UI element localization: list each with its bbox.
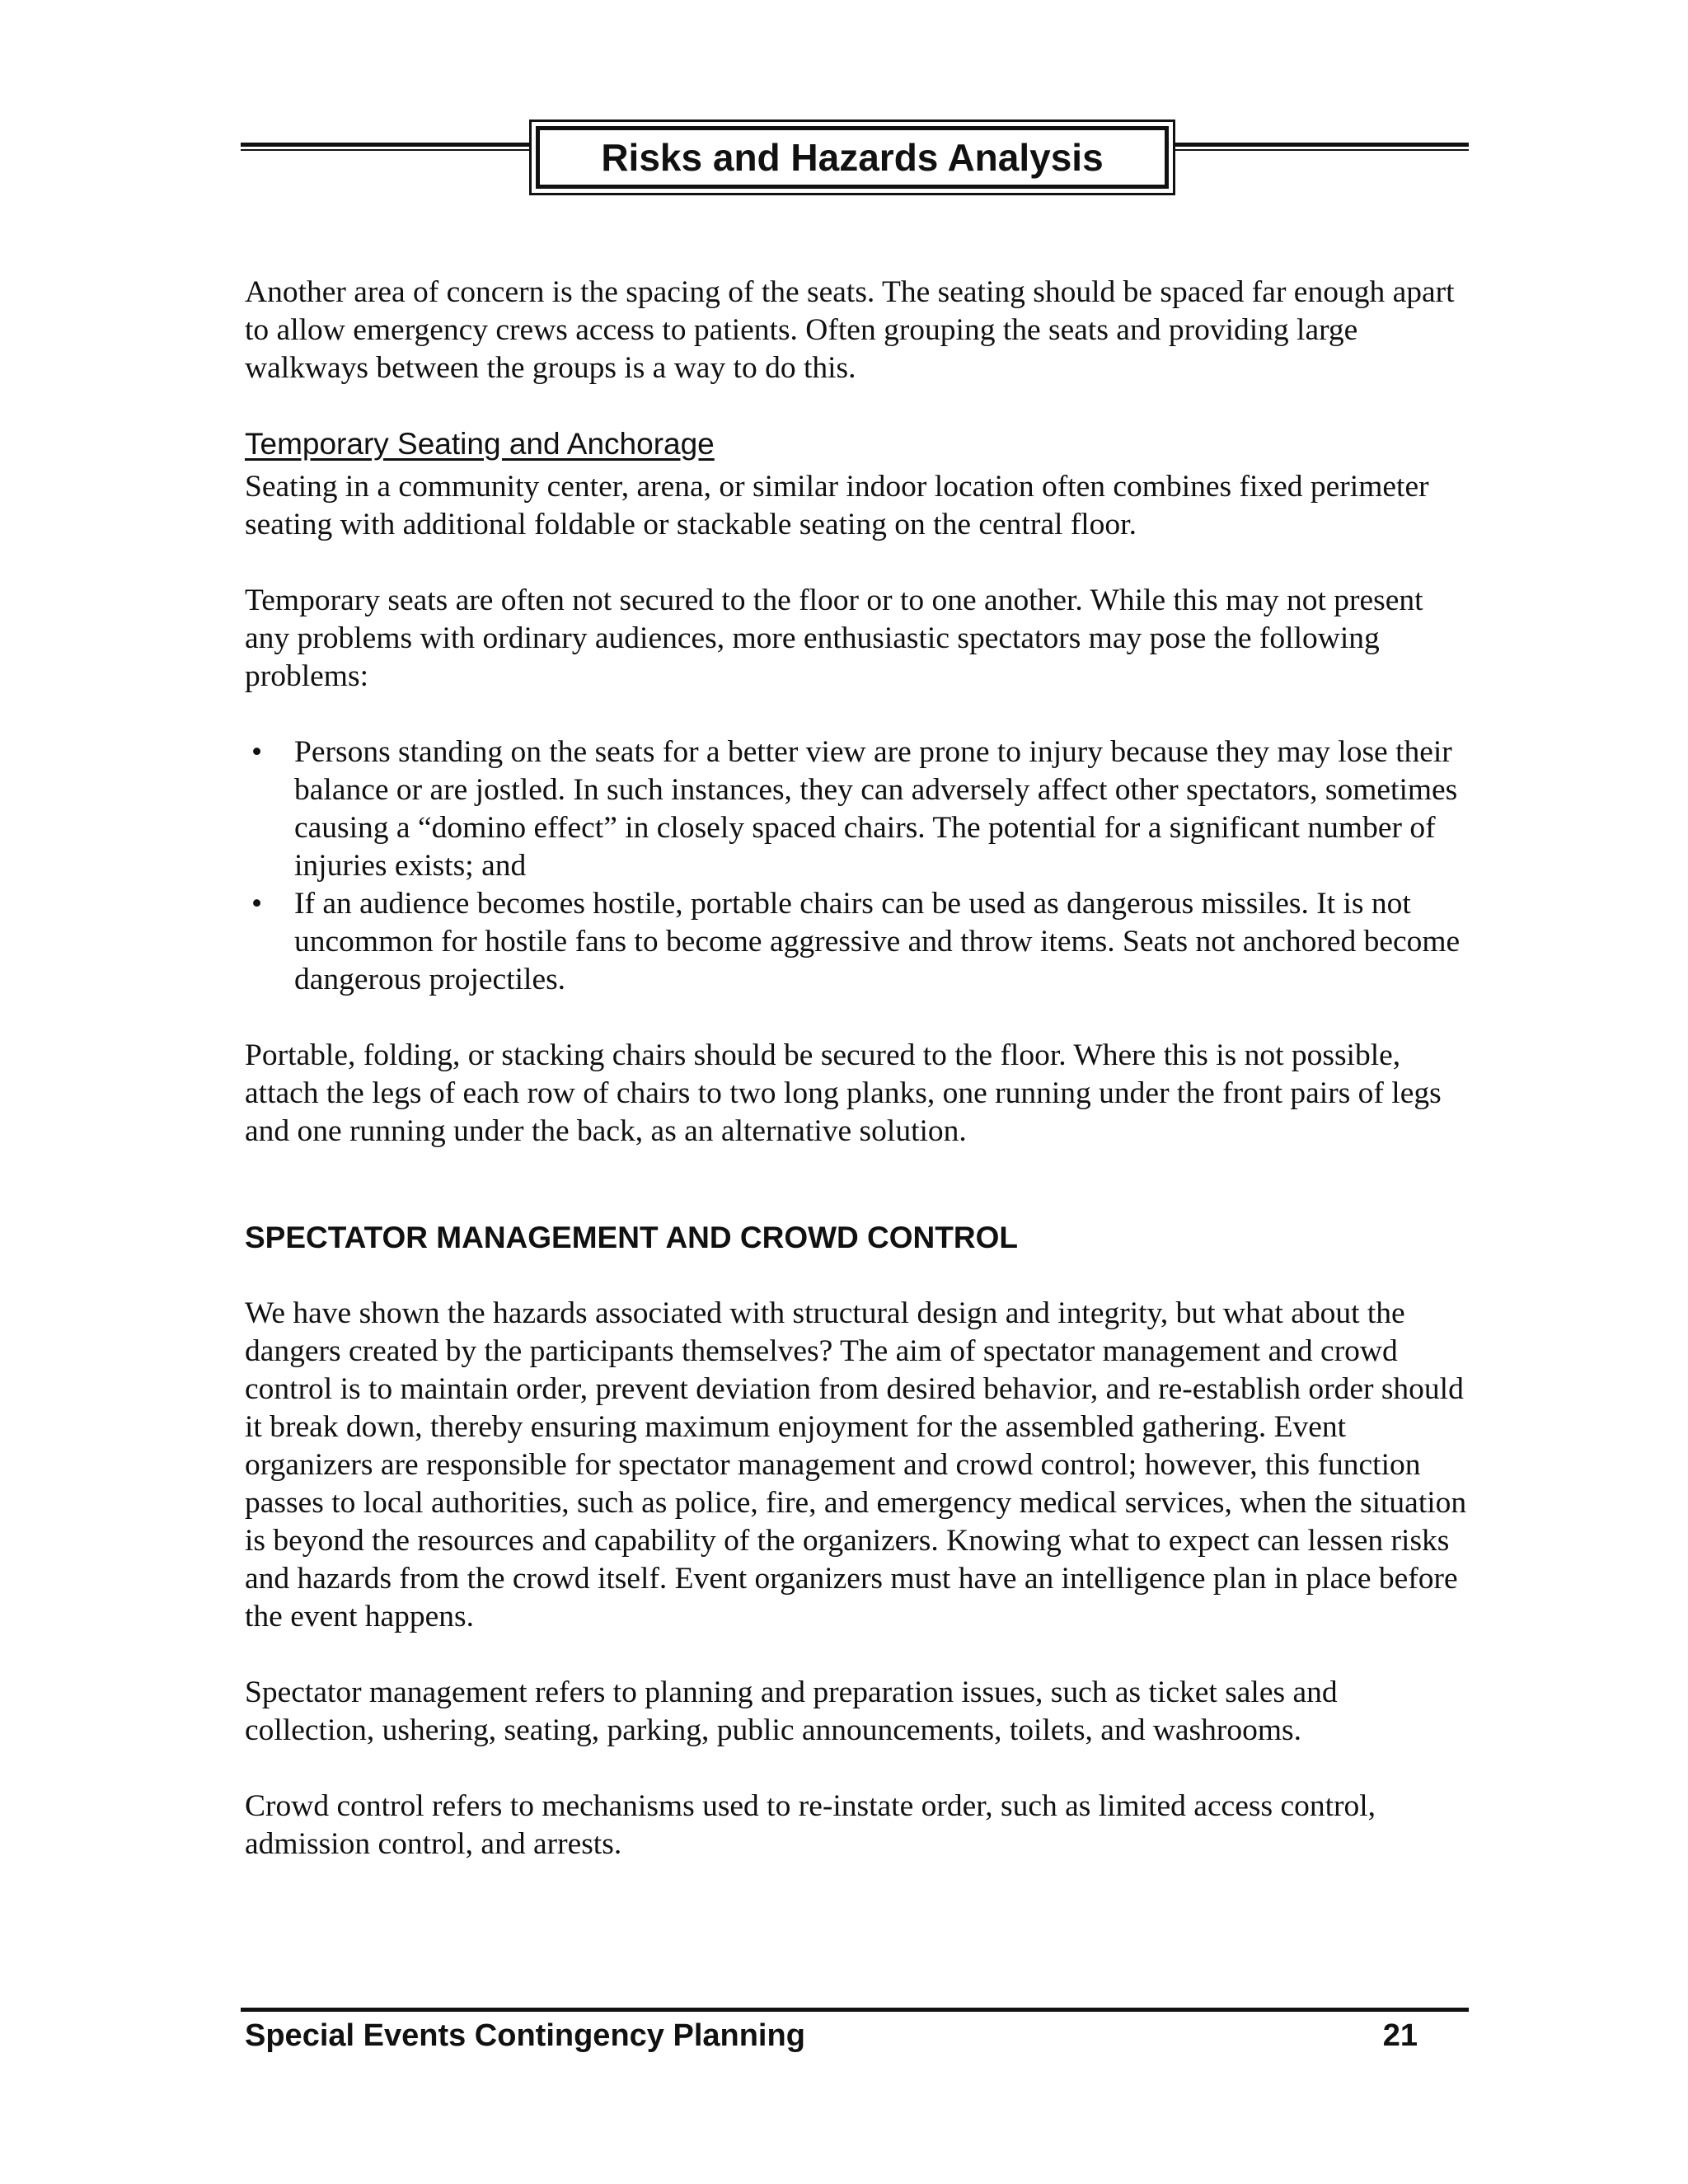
temporary-seats-paragraph: Temporary seats are often not secured to the floor or to one another. While this may not present any problems with ordinary audiences, more enthusiastic spectators may pose the following problems: <box>245 583 1423 693</box>
bullet-icon: • <box>251 887 263 921</box>
section-paragraph: We have shown the hazards associated with structural design and integrity, but what about the dangers created by the participants themselves? The aim of spectator management and crowd control is to maintain order, prevent deviation from desired behavior, and re-establish order should it break down, thereby ensuring maximum enjoyment for the assembled gathering. Event organizers are responsible for spectator management and crowd control; however, this function passes to local authorities, such as police, fire, and emergency medical services, when the situation is beyond the resources and capability of the organizers. Knowing what to expect can lessen risks and hazards from the crowd itself. Event organizers must have an intelligence plan in place before the event happens. <box>245 1296 1467 1633</box>
bullet-list <box>245 733 1473 999</box>
page-content <box>245 274 1473 1901</box>
portable-chairs-paragraph: Portable, folding, or stacking chairs should be secured to the floor. Where this is not possible, attach the legs of each row of chairs to two long planks, one running under the front pairs of legs and one running under the back, as an alternative solution. <box>245 1038 1442 1148</box>
header-rule-left <box>241 143 529 151</box>
section-heading: SPECTATOR MANAGEMENT AND CROWD CONTROL <box>245 1221 1018 1254</box>
seating-paragraph: Seating in a community center, arena, or similar indoor location often combines fixed perimeter seating with additional foldable or stackable seating on the central floor. <box>245 470 1429 541</box>
list-item-text: Persons standing on the seats for a better view are prone to injury because they may lose their balance or are jostled. In such instances, they can adversely affect other spectators, sometimes causing a “domino effect” in closely spaced chairs. The potential for a significant number of injuries exists; and <box>294 735 1458 883</box>
footer-rule <box>241 2008 1469 2012</box>
page-title: Risks and Hazards Analysis <box>536 126 1169 189</box>
list-item <box>245 733 1473 885</box>
section-paragraph: Crowd control refers to mechanisms used to re-instate order, such as limited access control, admission control, and arrests. <box>245 1789 1376 1861</box>
bullet-icon: • <box>251 735 263 769</box>
subheading-temporary-seating: Temporary Seating and Anchorage <box>245 427 715 461</box>
page-number: 21 <box>1382 2018 1418 2053</box>
footer-document-title: Special Events Contingency Planning <box>245 2018 805 2053</box>
header-rule-right <box>1175 143 1469 151</box>
list-item-text: If an audience becomes hostile, portable chairs can be used as dangerous missiles. It is not uncommon for hostile fans to become aggressive and throw items. Seats not anchored become dangerous projectiles. <box>294 887 1461 996</box>
page-title-box <box>529 120 1175 195</box>
list-item <box>245 885 1473 999</box>
section-paragraph: Spectator management refers to planning and preparation issues, such as ticket sales and collection, ushering, seating, parking, public announcements, toilets, and washrooms. <box>245 1675 1338 1747</box>
intro-paragraph: Another area of concern is the spacing of the seats. The seating should be spaced far enough apart to allow emergency crews access to patients. Often grouping the seats and providing large walkways between the groups is a way to do this. <box>245 275 1455 385</box>
